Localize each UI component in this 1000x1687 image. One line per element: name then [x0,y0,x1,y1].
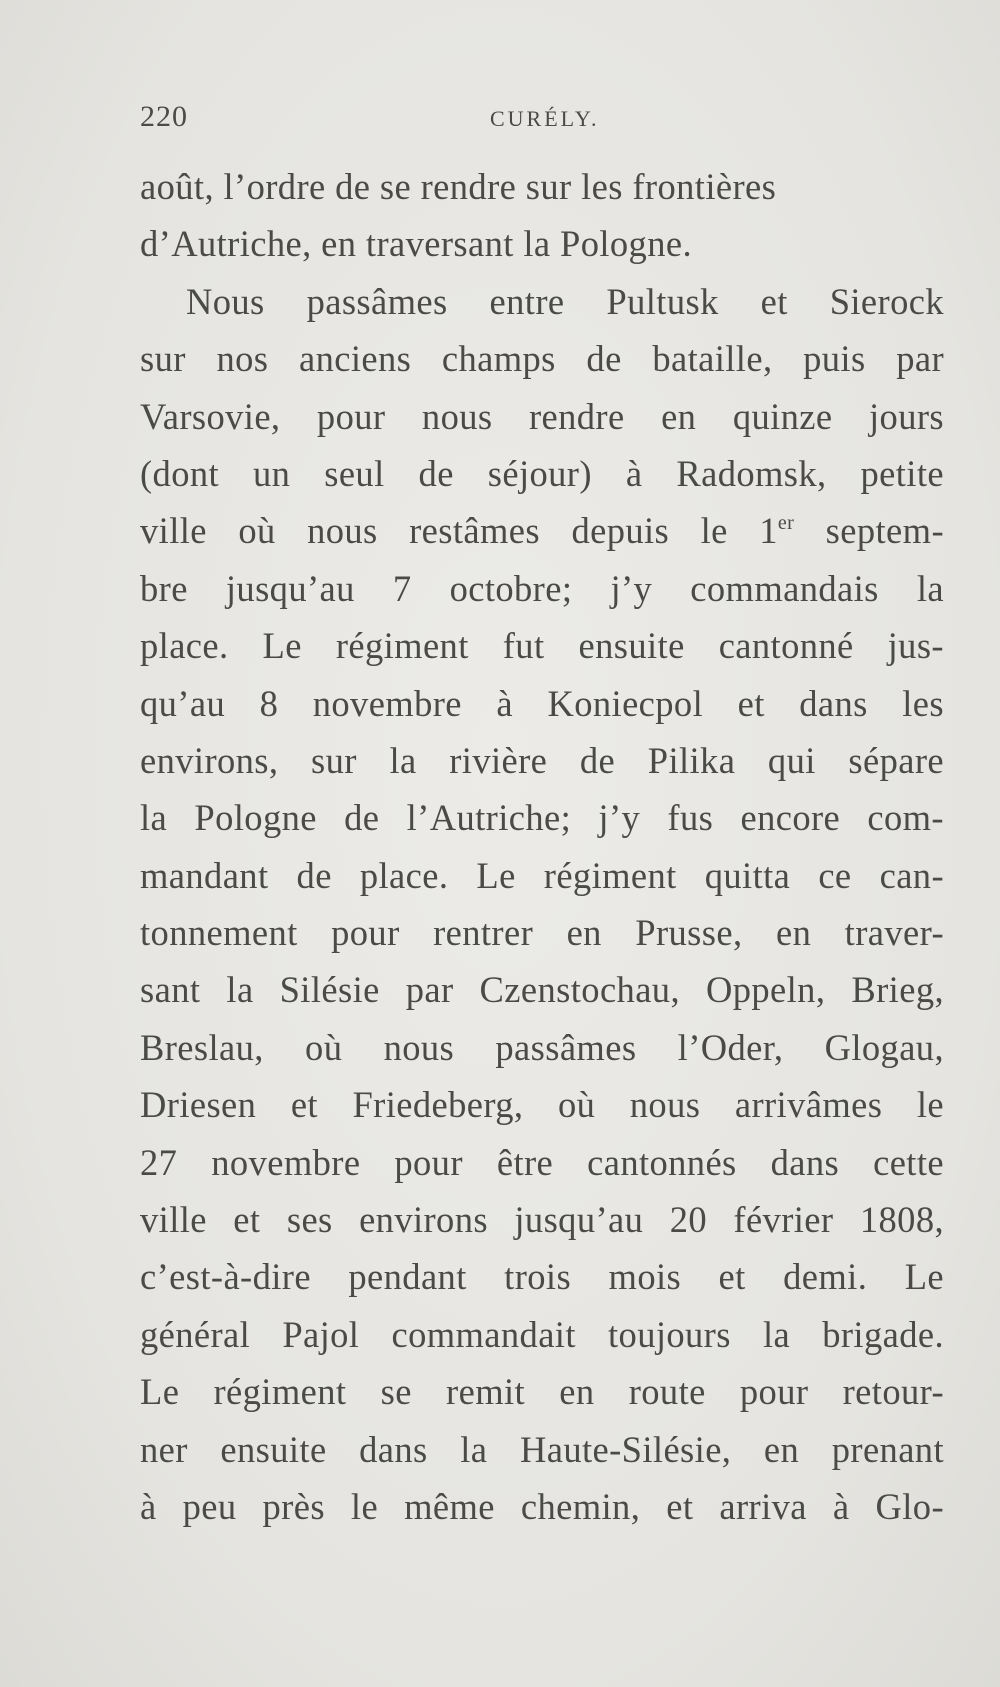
page-header [140,100,944,140]
text-line: 27 novembre pour être cantonnés dans cette [140,1141,944,1183]
text-line: tonnement pour rentrer en Prusse, en traver- [140,912,944,954]
running-head: CURÉLY. [490,106,600,131]
text-line: environs, sur la rivière de Pilika qui sépare [140,739,944,781]
text-line: ville et ses environs jusqu’au 20 février 1808, [140,1199,944,1241]
text-line-with-superscript [140,502,944,559]
text-line: Driesen et Friedeberg, où nous arrivâmes le [140,1084,944,1126]
text-line: général Pajol commandait toujours la brigade. [140,1313,944,1355]
text-line: (dont un seul de séjour) à Radomsk, petite [140,452,944,494]
text-line: sur nos anciens champs de bataille, puis par [140,338,944,380]
text-segment: ville où nous restâmes depuis le 1 [140,510,778,552]
text-line: place. Le régiment fut ensuite cantonné jus- [140,625,944,667]
text-line: août, l’ordre de se rendre sur les frontières [140,166,777,207]
page-number: 220 [140,100,188,133]
text-line: d’Autriche, en traversant la Pologne. [140,223,692,265]
text-segment: septem- [794,510,945,552]
superscript-ordinal: er [777,512,795,535]
text-line: Varsovie, pour nous rendre en quinze jours [140,395,944,437]
body-text [140,158,944,1535]
text-line: ner ensuite dans la Haute-Silésie, en prenant [140,1428,944,1470]
text-line: Breslau, où nous passâmes l’Oder, Glogau, [140,1026,944,1068]
text-line: à peu près le même chemin, et arriva à Glo- [140,1485,944,1527]
text-line: la Pologne de l’Autriche; j’y fus encore com- [140,797,944,839]
text-line: qu’au 8 novembre à Koniecpol et dans les [140,682,944,724]
text-line: c’est-à-dire pendant trois mois et demi. Le [140,1256,944,1298]
text-line: bre jusqu’au 7 octobre; j’y commandais la [140,567,944,609]
text-line: mandant de place. Le régiment quitta ce can- [140,854,944,896]
text-line: Le régiment se remit en route pour retour- [140,1371,944,1413]
paragraph-first-line: Nous passâmes entre Pultusk et Sierock [186,280,944,322]
text-line: sant la Silésie par Czenstochau, Oppeln, Brieg, [140,969,944,1011]
